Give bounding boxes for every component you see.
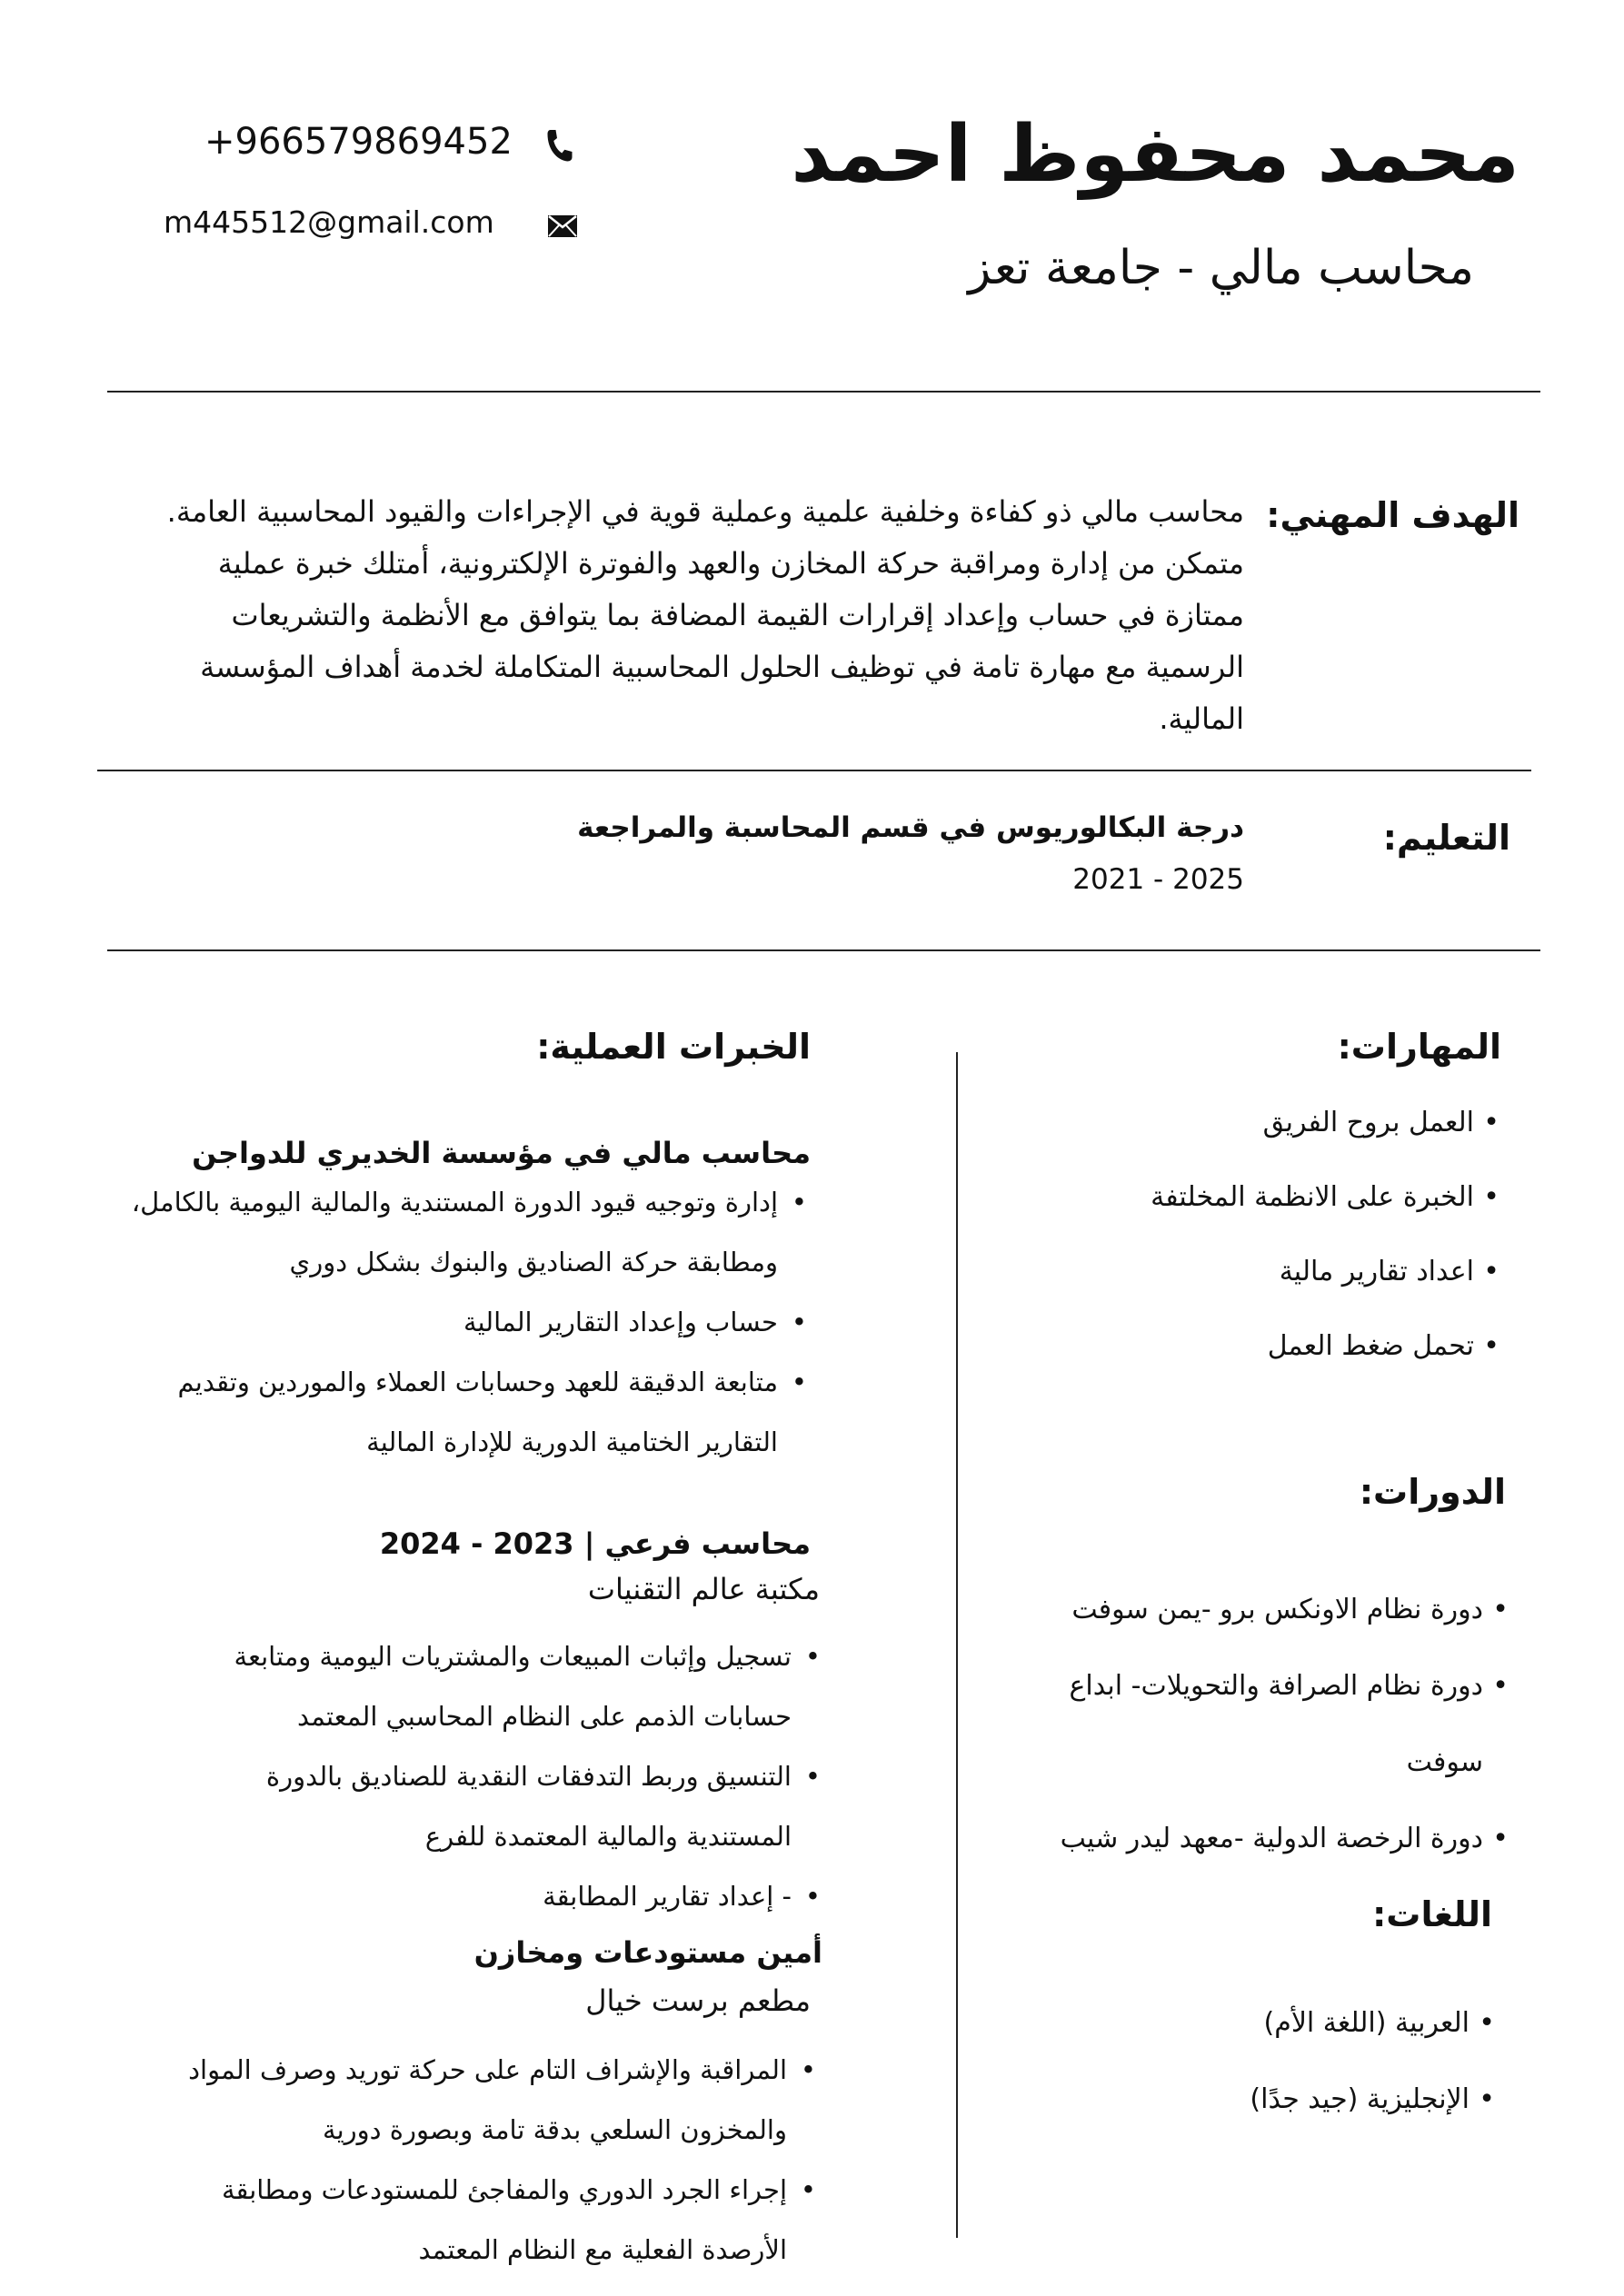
- email-address: m445512@gmail.com: [164, 204, 494, 240]
- list-item: • متابعة الدقيقة للعهد وحسابات العملاء والموردين وتقديم التقارير الختامية الدورية للإدارة المالية: [102, 1352, 811, 1472]
- list-item: • اعداد تقارير مالية: [992, 1253, 1501, 1291]
- list-item: • دورة الرخصة الدولية -معهد ليدر شيب: [1038, 1801, 1510, 1877]
- job-company: مكتبة عالم التقنيات: [587, 1572, 820, 1606]
- job-title: محاسب مالي في مؤسسة الخديري للدواجن: [192, 1136, 811, 1170]
- education-degree: درجة البكالوريوس في قسم المحاسبة والمراجعة: [577, 811, 1244, 844]
- divider: [107, 949, 1540, 951]
- divider: [97, 770, 1531, 771]
- list-item: • العربية (اللغة الأم): [1133, 1985, 1497, 2062]
- list-item: • الإنجليزية (جيد جدًا): [1133, 2062, 1497, 2138]
- list-item: • دورة نظام الصرافة والتحويلات- ابداع سوفت: [1038, 1648, 1510, 1801]
- languages-heading: اللغات:: [1372, 1894, 1492, 1934]
- objective-heading: الهدف المهني:: [1266, 495, 1519, 535]
- phone-icon: [543, 127, 576, 165]
- job-title: أمين مستودعات ومخازن: [473, 1935, 822, 1970]
- job-title: محاسب فرعي | 2023 - 2024: [379, 1526, 811, 1561]
- list-item: • المراقبة والإشراف التام على حركة توريد وصرف المواد والمخزون السلعي بدقة تامة وبصورة دورية: [165, 2040, 820, 2160]
- phone-number: +966579869452: [204, 121, 513, 163]
- skills-heading: المهارات:: [1337, 1027, 1501, 1067]
- list-item: • دورة نظام الاونكس برو -يمن سوفت: [1038, 1572, 1510, 1648]
- candidate-name: محمد محفوظ احمد: [791, 109, 1519, 200]
- experience-heading: الخبرات العملية:: [536, 1027, 811, 1067]
- courses-list: [1038, 1572, 1510, 1877]
- list-item: • العمل بروح الفريق: [992, 1104, 1501, 1142]
- list-item: • الخبرة على الانظمة المخلتفة: [992, 1178, 1501, 1217]
- skills-list: [992, 1104, 1501, 1402]
- job-company: مطعم برست خيال: [585, 1983, 811, 2018]
- envelope-icon: [547, 214, 578, 238]
- list-item: • - إعداد تقارير المطابقة: [197, 1866, 824, 1926]
- education-heading: التعليم:: [1382, 818, 1510, 858]
- objective-text: محاسب مالي ذو كفاءة وخلفية علمية وعملية قوية في الإجراءات والقيود المحاسبية العامة. متمكن من إدارة ومراقبة حركة المخازن والعهد والفوترة الإلكترونية، أمتلك خبرة عملية ممتازة في حساب وإعداد إقرارات القيمة المضافة بما يتوافق مع الأنظمة والتشريعات الرسمية مع مهارة تامة في توظيف الحلول المحاسبية المتكاملة لخدمة أهداف المؤسسة المالية.: [166, 494, 1244, 736]
- job-duties-list: [102, 1172, 811, 1472]
- list-item: • التنسيق وربط التدفقات النقدية للصناديق بالدورة المستندية والمالية المعتمدة للفرع: [197, 1746, 824, 1866]
- job-duties-list: [197, 1626, 824, 1926]
- list-item: • حساب وإعداد التقارير المالية: [102, 1292, 811, 1352]
- divider: [107, 391, 1540, 393]
- education-years: 2025 - 2021: [1072, 863, 1244, 896]
- job-duties-list: [165, 2040, 820, 2280]
- list-item: • تحمل ضغط العمل: [992, 1327, 1501, 1366]
- languages-list: [1133, 1985, 1497, 2138]
- list-item: • إجراء الجرد الدوري والمفاجئ للمستودعات ومطابقة الأرصدة الفعلية مع النظام المعتمد: [165, 2160, 820, 2280]
- column-divider: [956, 1052, 958, 2238]
- list-item: • إدارة وتوجيه قيود الدورة المستندية والمالية اليومية بالكامل، ومطابقة حركة الصناديق والبنوك بشكل دوري: [102, 1172, 811, 1292]
- list-item: • تسجيل وإثبات المبيعات والمشتريات اليومية ومتابعة حسابات الذمم على النظام المحاسبي المعتمد: [197, 1626, 824, 1746]
- courses-heading: الدورات:: [1359, 1472, 1506, 1512]
- job-title: محاسب مالي - جامعة تعز: [968, 241, 1474, 295]
